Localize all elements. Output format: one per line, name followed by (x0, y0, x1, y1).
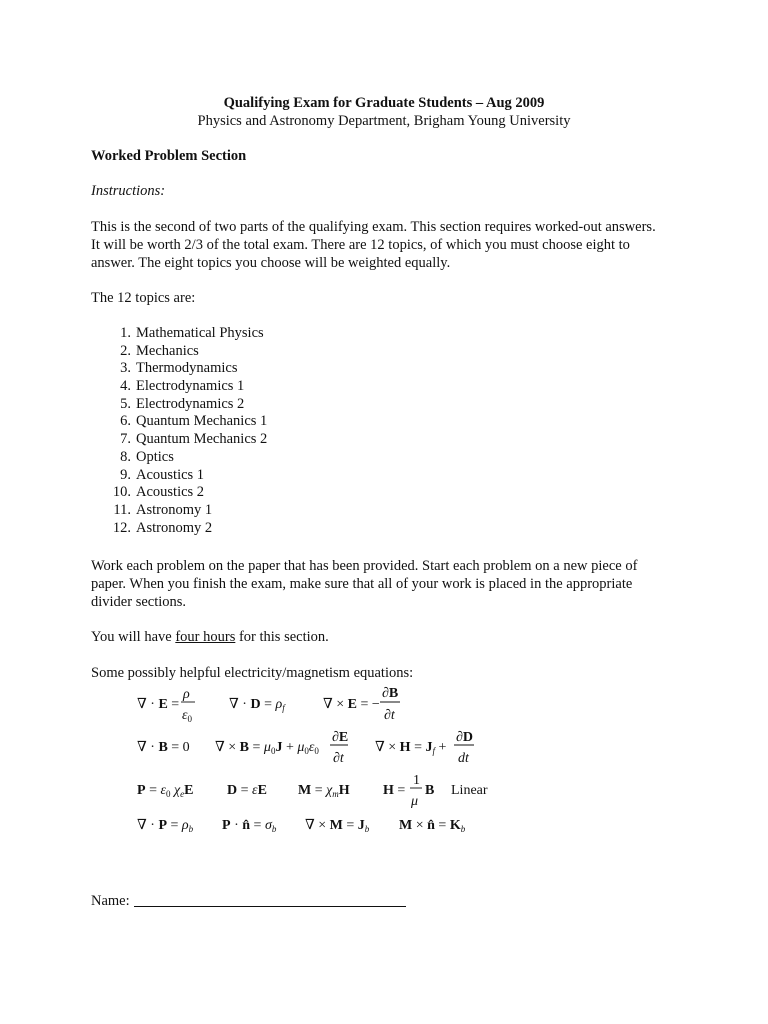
topics-label: The 12 topics are: (91, 290, 196, 306)
time-note-suffix: for this section. (235, 629, 329, 645)
list-number: 1. (120, 325, 131, 341)
list-number: 10. (112, 484, 131, 501)
list-number: 2. (120, 342, 131, 359)
svg-text:∂E: ∂E (332, 730, 349, 745)
surface-charge-equation (222, 818, 277, 834)
svg-text:∇ · P = ρb: ∇ · $P = \rho_b$ (137, 818, 194, 834)
ampere-maxwell-equation (215, 730, 348, 766)
topic-label: Electrodynamics 1 (136, 378, 245, 395)
displacement-equation (227, 783, 267, 798)
svg-text:P = ε0 χeE: $P = \varepsilon_0$ $\chi_eE$ (137, 783, 194, 799)
topic-label: Electrodynamics 2 (136, 395, 245, 412)
svg-text:∇ × E = −: ∇ × E = − (323, 697, 380, 712)
svg-text:∇ × M = Jb: ∇ × $M = J_b$ (305, 818, 370, 834)
svg-text:∂t: ∂t (384, 708, 395, 723)
intro-line: It will be worth 2/3 of the total exam. There are 12 topics, of which you must choose eight to (91, 237, 630, 253)
topic-label: Acoustics 1 (136, 466, 205, 483)
name-field[interactable] (134, 906, 406, 907)
gauss-law-equation (137, 687, 195, 724)
svg-text:μ: μ (411, 794, 419, 809)
list-number: 4. (120, 378, 131, 395)
svg-text:H =: H = (383, 783, 406, 798)
magnetic-divergence-equation (137, 740, 190, 755)
topic-label: Quantum Mechanics 1 (136, 413, 268, 430)
topic-label: Mathematical Physics (136, 325, 264, 341)
svg-text:1: 1 (413, 773, 420, 788)
list-number: 7. (120, 431, 131, 448)
bound-charge-equation (137, 818, 194, 834)
svg-text:∂D: ∂D (456, 730, 474, 745)
topic-label: Acoustics 2 (136, 484, 205, 501)
exam-title: Qualifying Exam for Graduate Students – Aug 2009 (223, 95, 545, 111)
surface-current-equation (399, 818, 466, 834)
svg-text:∇ × B = μ0J + μ0ε0: ∇ × $B = \mu_0J + \mu_0\varepsilon_0$ (215, 740, 319, 756)
h-field-equation (383, 773, 434, 809)
instructions-label: Instructions: (91, 183, 166, 199)
svg-text:M = χmH: $M = \chi_mH$ (298, 783, 350, 799)
bound-current-equation (305, 818, 370, 834)
time-note-emphasis: four hours (175, 629, 236, 645)
topic-label: Thermodynamics (136, 360, 238, 377)
polarization-equation (137, 783, 194, 799)
svg-text:∇ · E =: ∇ · E = (137, 697, 180, 712)
list-number: 6. (120, 413, 131, 430)
list-number: 11. (113, 501, 131, 518)
magnetization-equation (298, 783, 350, 799)
work-line: divider sections. (91, 594, 187, 610)
svg-text:∇ × H = Jf +: ∇ × $H = J_f$ + (375, 740, 447, 756)
ampere-h-field-equation (375, 730, 474, 766)
topic-label: Quantum Mechanics 2 (136, 431, 268, 448)
intro-line: This is the second of two parts of the qualifying exam. This section requires worked-out answers. (91, 219, 656, 235)
equations-label: Some possibly helpful electricity/magnetism equations: (91, 665, 414, 681)
svg-text:M × n̂ = Kb: M × n̂ = $K_b$ (399, 818, 466, 834)
topic-label: Astronomy 2 (136, 519, 213, 536)
svg-text:ε0: $\varepsilon_0$ (182, 708, 193, 724)
list-number: 3. (120, 360, 131, 377)
topic-label: Astronomy 1 (136, 501, 213, 518)
svg-text:∇ · D = ρf: ∇ · $D = \rho_f$ (229, 697, 285, 713)
faraday-law-equation (323, 686, 400, 723)
list-number: 9. (120, 466, 131, 483)
work-line: paper. When you finish the exam, make sure that all of your work is placed in the appropriate (91, 576, 633, 592)
displacement-divergence-equation (229, 697, 286, 713)
linear-note: Linear (451, 783, 488, 798)
svg-text:∇ · B = 0: ∇ · B = 0 (137, 740, 190, 755)
topic-label: Optics (136, 448, 174, 465)
svg-text:D = εE: D = εE (227, 783, 267, 798)
svg-text:∂B: ∂B (382, 686, 399, 701)
name-label: Name: (91, 893, 130, 909)
svg-text:P · n̂ = σb: P · n̂ = $\sigma_b$ (222, 818, 277, 834)
list-number: 8. (120, 448, 131, 465)
svg-text:∂t: ∂t (333, 751, 344, 766)
work-line: Work each problem on the paper that has been provided. Start each problem on a new piece of (91, 558, 638, 574)
topic-label: Mechanics (136, 342, 199, 359)
intro-line: answer. The eight topics you choose will be weighted equally. (91, 255, 451, 271)
section-title: Worked Problem Section (91, 148, 247, 164)
svg-text:B: B (425, 783, 435, 798)
svg-text:dt: dt (458, 751, 469, 766)
department-name: Physics and Astronomy Department, Brigham Young University (197, 113, 571, 129)
list-number: 12. (112, 519, 131, 536)
list-number: 5. (120, 395, 131, 412)
time-note-prefix: You will have (91, 629, 176, 645)
svg-text:ρ: ρ (183, 687, 190, 702)
